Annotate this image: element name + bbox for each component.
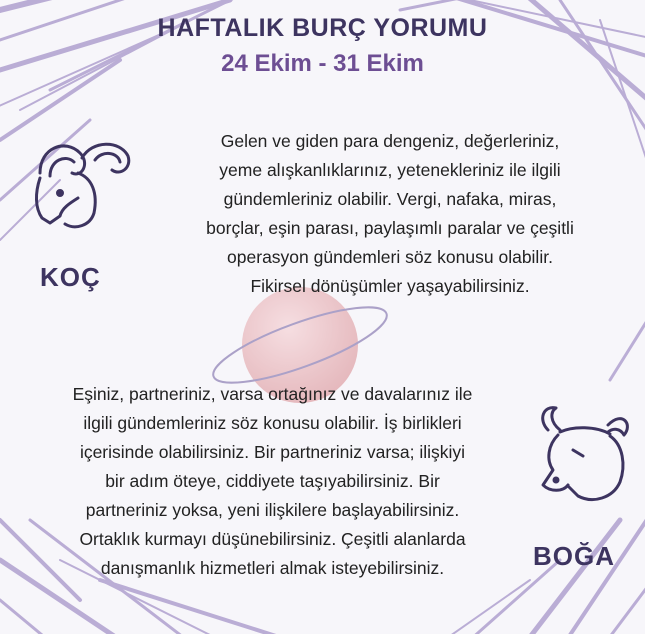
description-line: yeme alışkanlıklarınız, yetenekleriniz ile ilgili <box>219 160 561 180</box>
description-line: ilgili gündemleriniz söz konusu olabilir. İş birlikleri <box>83 413 462 433</box>
description-line: gündemleriniz olabilir. Vergi, nafaka, miras, <box>223 189 557 209</box>
bull-icon <box>528 400 638 515</box>
description-line: Ortaklık kurmayı düşünebilirsiniz. Çeşitli alanlarda <box>79 529 466 549</box>
description-line: Fikirsel dönüşümler yaşayabilirsiniz. <box>250 276 530 296</box>
description-line: borçlar, eşin parası, paylaşımlı paralar ve çeşitli <box>206 218 574 238</box>
ram-icon <box>20 128 140 238</box>
description-line: operasyon gündemleri söz konusu olabilir. <box>227 247 553 267</box>
description-line: bir adım öteye, ciddiyete taşıyabilirsiniz. Bir <box>105 471 440 491</box>
description-line: danışmanlık hizmetleri almak isteyebilirsiniz. <box>100 558 445 578</box>
description-line: partneriniz yoksa, yeni ilişkilere başlayabilirsiniz. <box>85 500 460 520</box>
sign-description-boga <box>0 380 545 583</box>
sign-name-boga: BOĞA <box>533 541 615 571</box>
date-range: 24 Ekim - 31 Ekim <box>221 50 424 77</box>
description-line: Eşiniz, partneriniz, varsa ortağınız ve davalarınız ile <box>72 384 473 404</box>
description-line: Gelen ve giden para dengeniz, değerleriniz, <box>220 131 560 151</box>
sign-name-koc: KOÇ <box>40 262 101 292</box>
description-line: içerisinde olabilirsiniz. Bir partneriniz varsa; ilişkiyi <box>79 442 466 462</box>
page-title: HAFTALIK BURÇ YORUMU <box>157 14 488 42</box>
sign-description-koc <box>150 127 630 301</box>
